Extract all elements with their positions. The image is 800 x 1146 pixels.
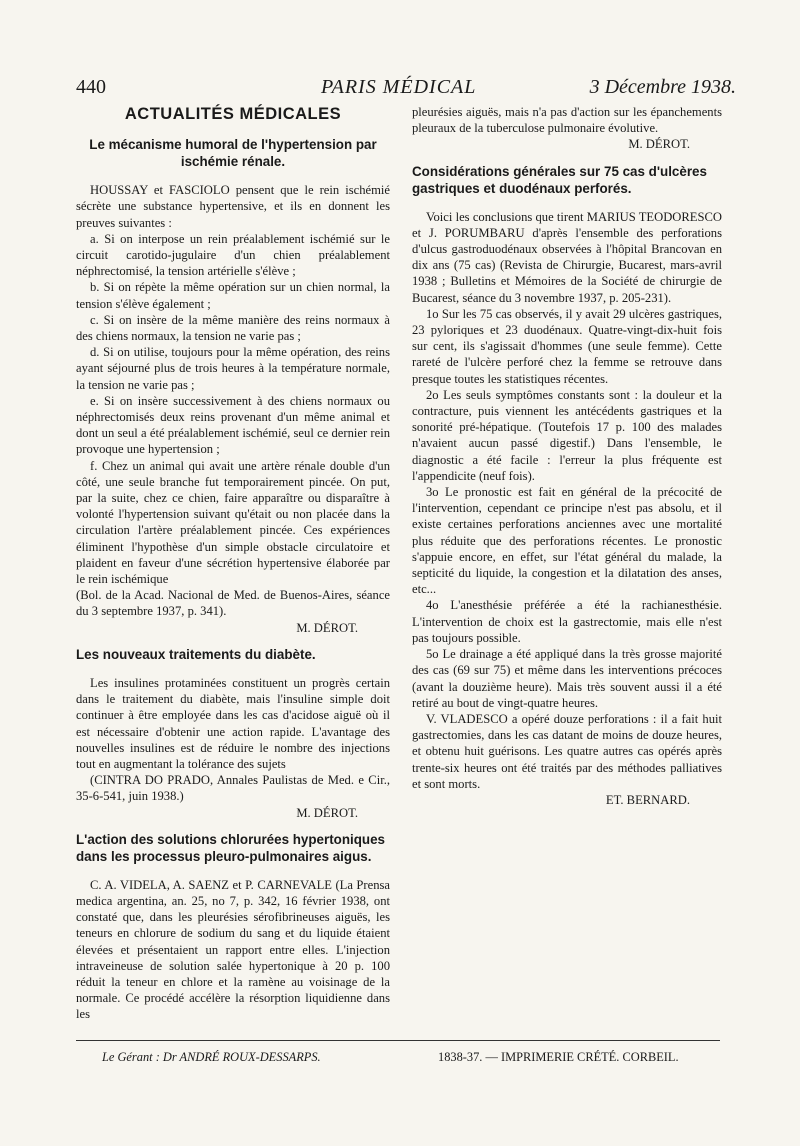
article-signature: M. DÉROT. bbox=[296, 805, 358, 820]
section-title: ACTUALITÉS MÉDICALES bbox=[124, 105, 342, 123]
issue-date: 3 Décembre 1938. bbox=[589, 76, 736, 98]
article-paragraph: 4o L'anesthésie préférée a été la rachianesthésie. L'intervention de choix est la gastrectomie, mais elle n'est pas toujours possible. bbox=[412, 598, 722, 645]
article-title: Considérations générales sur 75 cas d'ulcères gastriques et duodénaux perforés. bbox=[412, 163, 707, 196]
article-paragraph: V. VLADESCO a opéré douze perforations : il a fait huit gastrectomies, dans les cas datant de moins de douze heures, et obtenu huit guérisons. Les quatre autres cas opérés après trente-six heures ont été traités par des méthodes palliatives et sont morts. bbox=[412, 711, 722, 791]
article-reference: (Bol. de la Acad. Nacional de Med. de Buenos-Aires, séance du 3 septembre 1937, p. 341). bbox=[76, 588, 390, 619]
article-signature: M. DÉROT. bbox=[296, 620, 358, 635]
article-paragraph: e. Si on insère successivement à des chiens normaux ou néphrectomisés deux reins provenant d'un même animal et dont un seul a été préalablement ischémié, seul ce dernier rein provoque une hypertension ; bbox=[76, 393, 390, 457]
article-paragraph: Les insulines protaminées constituent un progrès certain dans le traitement du diabète, mais l'insuline simple doit continuer à être employée dans les cas d'acidose aiguë où il est nécessaire d'obtenir une action rapide. L'avantage des nouvelles insulines est de réduire le nombre des injections tout en augmentant la tolérance des sujets bbox=[76, 675, 390, 771]
article-paragraph: c. Si on insère de la même manière des reins normaux à des chiens normaux, la tension ne varie pas ; bbox=[76, 312, 390, 344]
footer-rule bbox=[76, 1040, 720, 1041]
article-paragraph: HOUSSAY et FASCIOLO pensent que le rein ischémié sécrète une substance hypertensive, et ils en donnent les preuves suivantes : bbox=[76, 183, 390, 230]
article-paragraph: f. Chez un animal qui avait une artère rénale double d'un côté, une seule branche fut temporairement pincée. On put, par la suite, chez ce chien, faire apparaître ou disparaître à volonté l'hypertension suivant qu'était ou non placée dans la circulation l'artère préalablement pincée. Ces expériences éliminent l'hypothèse d'un simple obstacle circulatoire et plaident en faveur d'une sécrétion hypertensive élaborée par le rein ischémique bbox=[76, 458, 390, 587]
left-column bbox=[76, 104, 390, 1023]
article-paragraph: Voici les conclusions que tirent MARIUS TEODORESCO et J. PORUMBARU d'après l'ensemble des perforations d'ulcus gastroduodénaux observées à l'hôpital Brancovan en dix ans (75 cas) (Revista de Chirurgie, Bucarest, mars-avril 1938 ; Bulletins et Mémoires de la Société de chirurgie de Bucarest, séance du 3 novembre 1937, p. 205-231). bbox=[412, 209, 722, 305]
journal-title: PARIS MÉDICAL bbox=[321, 76, 477, 98]
article-reference: (CINTRA DO PRADO, Annales Paulistas de Med. e Cir., 35-6-541, juin 1938.) bbox=[76, 773, 390, 804]
footer bbox=[76, 1050, 720, 1068]
page-number: 440 bbox=[76, 76, 106, 98]
article-signature: M. DÉROT. bbox=[628, 137, 690, 152]
page-header bbox=[76, 76, 736, 102]
article-paragraph: 5o Le drainage a été appliqué dans la très grosse majorité des cas (69 sur 75) et même dans les interventions précoces (avant la douzième heure). Mais très souvent aussi il a été retiré au bout de vingt-quatre heures. bbox=[412, 647, 722, 710]
article-paragraph: 2o Les seuls symptômes constants sont : la douleur et la contracture, puis viennent les antécédents gastriques et la sonorité pré-hépatique. (Toutefois 17 p. 100 des malades n'avaient aucun passé digestif.) Dans l'ensemble, le diagnostic a été facile : l'erreur la plus fréquente est l'appendicite (neuf fois). bbox=[412, 387, 722, 483]
footer-printer: 1838-37. — IMPRIMERIE CRÉTÉ. CORBEIL. bbox=[438, 1050, 679, 1064]
article-paragraph: 1o Sur les 75 cas observés, il y avait 29 ulcères gastriques, 23 pyloriques et 23 duodénaux. Quatre-vingt-dix-huit fois sur cent, ils s'agissait d'hommes (une seule femme). Cette rareté de l'ulcère perforé chez la femme se retrouve dans presque toutes les statistiques récentes. bbox=[412, 306, 722, 386]
article-title: L'action des solutions chlorurées hypertoniques dans les processus pleuro-pulmonaires aigus. bbox=[76, 831, 385, 864]
article-paragraph: pleurésies aiguës, mais n'a pas d'action sur les épanchements pleuraux de la tuberculose pulmonaire évolutive. bbox=[412, 105, 722, 136]
article-paragraph: 3o Le pronostic est fait en général de la précocité de l'intervention, cependant ce principe n'est pas absolu, et il existe certaines perforations anciennes avec une mortalité plus réduite que des perforations récentes. Le pronostic s'appuie encore, en effet, sur l'état général du malade, la septicité du liquide, la congestion et la dilatation des anses, etc... bbox=[412, 485, 722, 597]
article-paragraph: a. Si on interpose un rein préalablement ischémié sur le circuit carotido-jugulaire d'un chien préalablement néphrectomisé, la tension artérielle s'élève ; bbox=[76, 231, 390, 279]
article-paragraph: d. Si on utilise, toujours pour la même opération, des reins ayant séjourné plus de trois heures à la température normale, la tension ne varie pas ; bbox=[76, 345, 390, 392]
footer-manager: Le Gérant : Dr ANDRÉ ROUX-DESSARPS. bbox=[102, 1050, 321, 1064]
article-signature: ET. BERNARD. bbox=[605, 792, 690, 807]
article-paragraph: b. Si on répète la même opération sur un chien normal, la tension s'élève également ; bbox=[76, 280, 390, 311]
article-title: Les nouveaux traitements du diabète. bbox=[76, 646, 316, 662]
article-paragraph: C. A. VIDELA, A. SAENZ et P. CARNEVALE (La Prensa medica argentina, an. 25, no 7, p. 342, 16 février 1938, ont constaté que, dans les pleurésies sérofibrineuses aiguës, les teneurs en chlorure de sodium du sang et du liquide étaient élevées et présentaient un rapport entre elles. L'injection intraveineuse de solution salée hypertonique à 20 p. 100 réduit la teneur en chlore et la ramène au voisinage de la normale. Ce procédé accélère la résorption liquidienne dans les bbox=[76, 877, 390, 1022]
article-title: Le mécanisme humoral de l'hypertension par ischémie rénale. bbox=[89, 137, 377, 170]
right-column bbox=[412, 104, 722, 808]
